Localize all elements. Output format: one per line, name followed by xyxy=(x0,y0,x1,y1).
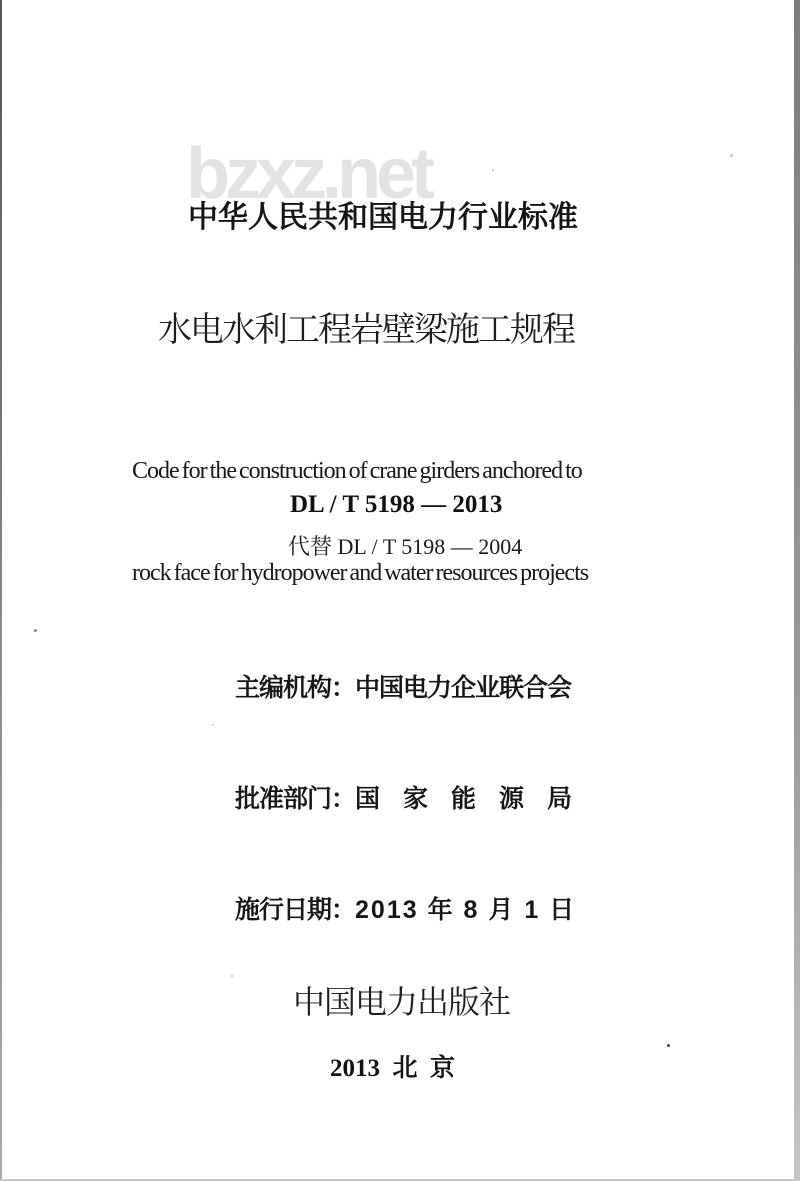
info-value: 国 家 能 源 局 xyxy=(355,785,572,813)
info-line-effective-date xyxy=(235,892,576,929)
document-title-en-line-1: Code for the construction of crane girders anchored to xyxy=(132,458,582,484)
scan-artifact-dot xyxy=(34,629,37,632)
scan-artifact-dot xyxy=(492,169,494,171)
scan-right-edge xyxy=(794,0,800,1181)
info-block xyxy=(235,596,576,1003)
superseded-standard-note: 代替 DL / T 5198 — 2004 xyxy=(288,534,523,559)
standard-number: DL / T 5198 — 2013 xyxy=(290,491,503,518)
scan-artifact-dot xyxy=(212,724,214,726)
info-line-approval xyxy=(235,781,576,818)
scan-artifact-dot xyxy=(730,154,733,157)
standard-class-heading: 中华人民共和国电力行业标准 xyxy=(188,201,578,234)
document-title-zh: 水电水利工程岩壁梁施工规程 xyxy=(158,312,574,349)
info-value: 中国电力企业联合会 xyxy=(355,674,572,702)
info-line-chief-editor xyxy=(235,670,576,707)
info-label: 施行日期： xyxy=(235,896,356,924)
publisher-imprint: 2013 北 京 xyxy=(330,1055,456,1082)
scan-left-edge xyxy=(0,0,2,1181)
info-value: 2013 年 8 月 1 日 xyxy=(355,896,577,924)
watermark: bzxz.net xyxy=(186,134,431,214)
document-title-en-line-2: rock face for hydropower and water resources projects xyxy=(132,560,589,586)
info-label: 批准部门： xyxy=(235,785,356,813)
publisher-name: 中国电力出版社 xyxy=(293,984,511,1020)
scan-artifact-dot xyxy=(667,1044,670,1047)
scan-artifact-dot xyxy=(231,975,233,977)
info-label: 主编机构： xyxy=(235,674,356,702)
